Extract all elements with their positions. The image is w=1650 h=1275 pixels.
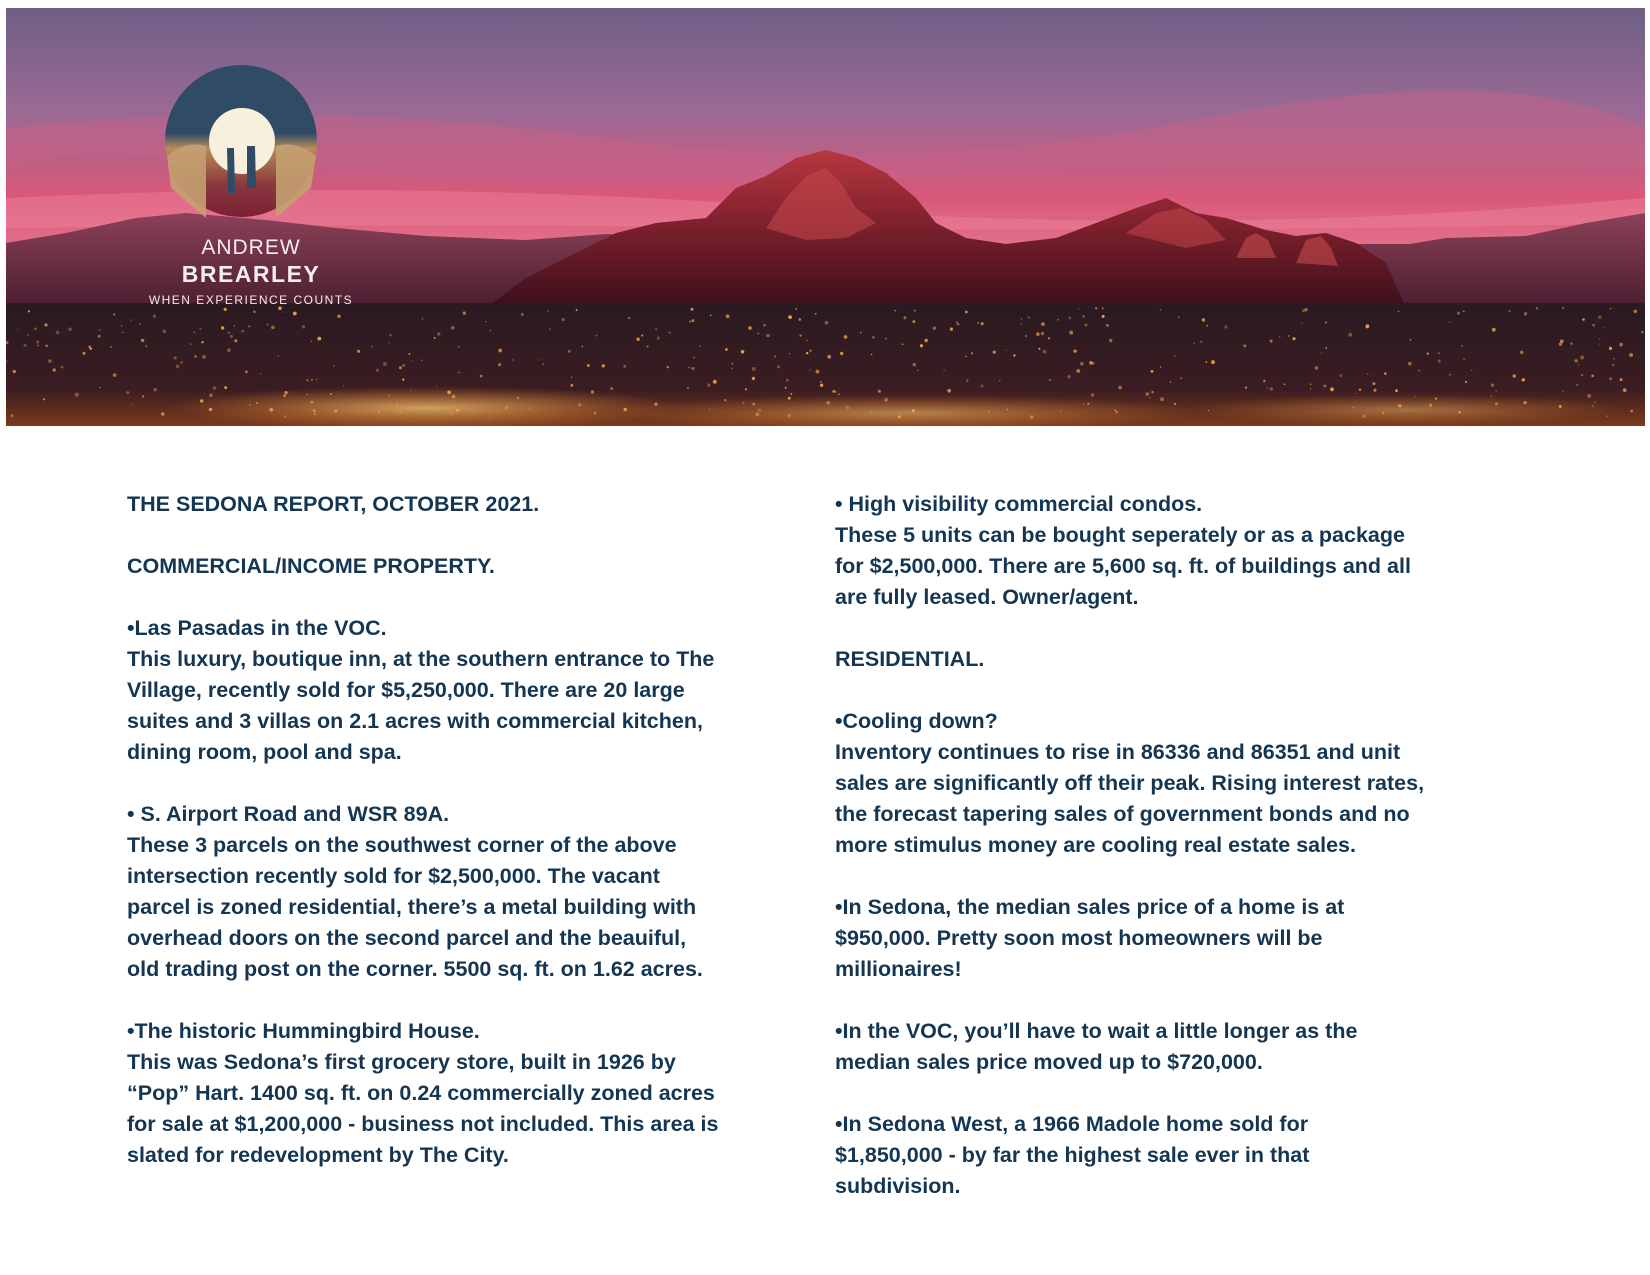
market-note-line: •In the VOC, you’ll have to wait a little longer as the: [835, 1019, 1358, 1043]
listing-text-line: the forecast tapering sales of government bonds and no: [835, 802, 1410, 826]
report-title: THE SEDONA REPORT, OCTOBER 2021.: [127, 492, 540, 516]
listing-title: • High visibility commercial condos.: [835, 492, 1203, 516]
market-note-line: •In Sedona West, a 1966 Madole home sold for: [835, 1112, 1309, 1136]
left-column: [127, 489, 817, 1202]
listing-text-line: “Pop” Hart. 1400 sq. ft. on 0.24 commercially zoned acres: [127, 1081, 715, 1105]
listing-text-line: slated for redevelopment by The City.: [127, 1143, 509, 1167]
listing-item: [835, 706, 1535, 861]
listing-text-line: sales are significantly off their peak. Rising interest rates,: [835, 771, 1425, 795]
listing-text-line: more stimulus money are cooling real estate sales.: [835, 833, 1356, 857]
market-note-line: millionaires!: [835, 957, 962, 981]
header-banner: [6, 8, 1645, 426]
listing-text-line: suites and 3 villas on 2.1 acres with commercial kitchen,: [127, 709, 703, 733]
listing-text-line: intersection recently sold for $2,500,000. The vacant: [127, 864, 660, 888]
right-column: [835, 489, 1535, 1233]
listing-title: •Las Pasadas in the VOC.: [127, 616, 387, 640]
left-sections: [127, 551, 817, 1171]
listing-title: •The historic Hummingbird House.: [127, 1019, 480, 1043]
market-note-line: $1,850,000 - by far the highest sale ever in that: [835, 1143, 1310, 1167]
listing-text-line: parcel is zoned residential, there’s a metal building with: [127, 895, 697, 919]
listing-text-line: This was Sedona’s first grocery store, built in 1926 by: [127, 1050, 676, 1074]
listing-text-line: These 5 units can be bought seperately or as a package: [835, 523, 1405, 547]
listing-text-line: old trading post on the corner. 5500 sq. ft. on 1.62 acres.: [127, 957, 703, 981]
listing-item: [127, 799, 817, 985]
market-note: [835, 1016, 1535, 1078]
listing-text-line: This luxury, boutique inn, at the southern entrance to The: [127, 647, 715, 671]
logo-name-last: BREARLEY: [181, 261, 321, 287]
listing-text-line: for $2,500,000. There are 5,600 sq. ft. of buildings and all: [835, 554, 1411, 578]
listing-item: [835, 489, 1535, 613]
right-sections: [835, 489, 1535, 1202]
listing-title: •Cooling down?: [835, 709, 998, 733]
market-note-line: •In Sedona, the median sales price of a home is at: [835, 895, 1345, 919]
market-note-line: $950,000. Pretty soon most homeowners will be: [835, 926, 1323, 950]
listing-text-line: for sale at $1,200,000 - business not included. This area is: [127, 1112, 719, 1136]
section-heading: RESIDENTIAL.: [835, 647, 985, 671]
logo-tagline: WHEN EXPERIENCE COUNTS: [148, 293, 354, 307]
market-note: [835, 892, 1535, 985]
market-note-line: subdivision.: [835, 1174, 961, 1198]
listing-title: • S. Airport Road and WSR 89A.: [127, 802, 450, 826]
listing-item: [127, 1016, 817, 1171]
listing-text-line: Inventory continues to rise in 86336 and 86351 and unit: [835, 740, 1401, 764]
market-note-line: median sales price moved up to $720,000.: [835, 1050, 1263, 1074]
listing-text-line: Village, recently sold for $5,250,000. There are 20 large: [127, 678, 685, 702]
listing-text-line: are fully leased. Owner/agent.: [835, 585, 1139, 609]
listing-text-line: overhead doors on the second parcel and the beauiful,: [127, 926, 687, 950]
logo-name-first: ANDREW: [201, 236, 301, 259]
listing-item: [127, 613, 817, 768]
sedona-landscape-image: [6, 8, 1645, 426]
listing-text-line: dining room, pool and spa.: [127, 740, 402, 764]
listing-text-line: These 3 parcels on the southwest corner of the above: [127, 833, 677, 857]
section-heading: COMMERCIAL/INCOME PROPERTY.: [127, 554, 495, 578]
market-note: [835, 1109, 1535, 1202]
